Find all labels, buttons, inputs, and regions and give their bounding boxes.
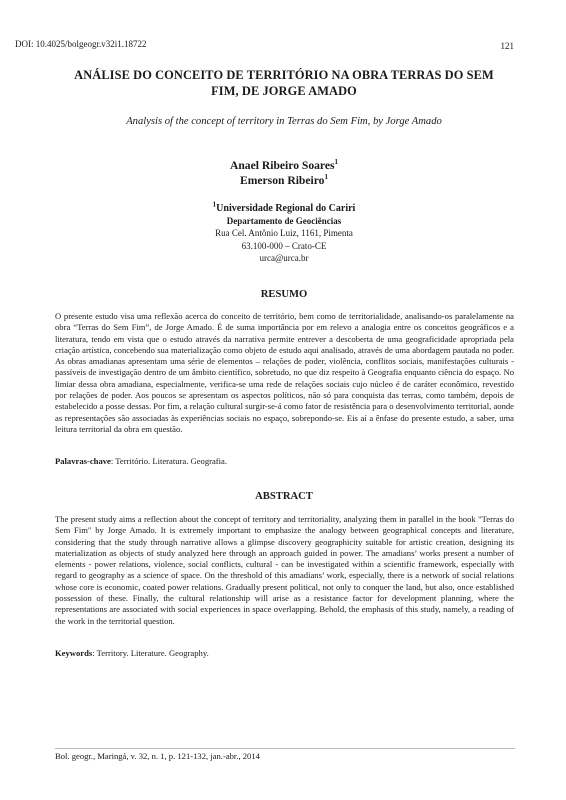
- palavras-chave: [55, 456, 227, 466]
- email: urca@urca.br: [259, 252, 309, 263]
- resumo-heading: RESUMO: [260, 289, 308, 300]
- title-line-1: ANÁLISE DO CONCEITO DE TERRITÓRIO NA OBRA TERRAS DO SEM: [74, 68, 494, 82]
- postal-code: 63.100-000 – Crato-CE: [241, 240, 327, 251]
- palavras-chave-label: Palavras-chave: [55, 456, 111, 466]
- abstract-heading: ABSTRACT: [255, 491, 313, 502]
- page-number: 121: [500, 41, 514, 51]
- keywords-values: : Territory. Literature. Geography.: [92, 648, 209, 658]
- institution-name: Universidade Regional do Cariri: [216, 203, 356, 214]
- abstract-body: The present study aims a reflection about the concept of territory and territoriality, analyzing them in parallel in the book "Terras do Sem Fim" by Jorge Amado. It is extremely important to emphasize the analogy between geographical concepts and literature, considering that the study through narrative allows a glimpse discovery geographicity suitable for artistic creation, designing its materialization as objects of study analyzed here through an approach guided in power. The amadians’ works present a number of elements - power relations, violence, social conflicts, cultural - can be investigated within a scientific framework, especially with regard to geography as a science of space. On the threshold of this amadians’ work, especially, there is a network of social relations whose core is economic, coated power relations. Gradually present political, not only to conquer the land, but also, once established possession of these. Finally, the cultural relationship will arise as a resistance factor for development planning, where the representations are associated with social experiences in space overlapping. Behold, the emphasis of this study, namely, a reading of the work in the territorial question.: [55, 514, 514, 626]
- resumo-body: O presente estudo visa uma reflexão acerca do conceito de território, bem como de territorialidade, analisando-os paralelamente na obra “Terras do Sem Fim”, de Jorge Amado. É de suma importância por em relevo a analogia entre os conceitos geográficos e a literatura, tendo em vista que o estudo através da narrativa permite entrever a descoberta de uma geograficidade apropriada pela criação artística, concebendo sua materialização como objeto de estudo aqui analisado, através de uma abordagem pautada no poder. As obras amadianas apresentam uma série de elementos – relações de poder, violência, conflitos sociais, manifestações culturais - passíveis de investigação dentro de um âmbito científico, sobretudo, no que diz respeito à Geografia enquanto ciência do espaço. No limiar dessa obra amadiana, especialmente, verifica-se uma rede de relações sociais cujo núcleo é de caráter econômico, revestido por relações de poder. Aos poucos se apresentam os aspectos políticos, não só para conquista das terras, como também, depois de estabelecido a posse dessas. Por fim, a relação cultural surgir-se-á como fator de resistência para o desenvolvimento territorial, aonde as representações são associadas às experiências sociais no espaço, sobrepondo-se. Eis aí a ênfase do presente estudo, a saber, uma leitura territorial da obra em questão.: [55, 311, 514, 434]
- department: Departamento de Geociências: [226, 216, 342, 227]
- footer-citation: Bol. geogr., Maringá, v. 32, n. 1, p. 121-132, jan.-abr., 2014: [55, 751, 260, 761]
- address: Rua Cel. Antônio Luiz, 1161, Pimenta: [215, 228, 353, 239]
- institution-sup: 1: [212, 200, 217, 209]
- doi-text: DOI: 10.4025/bolgeogr.v32i1.18722: [15, 39, 147, 49]
- paper-title: [55, 67, 513, 99]
- author-1-name: Anael Ribeiro Soares: [229, 159, 335, 172]
- keywords-label: Keywords: [55, 648, 93, 658]
- author-2: [55, 173, 513, 188]
- author-2-sup: 1: [324, 173, 328, 182]
- footer-divider: [55, 748, 515, 749]
- author-1-sup: 1: [334, 158, 339, 167]
- institution: [55, 200, 513, 215]
- paper-subtitle: Analysis of the concept of territory in Terras do Sem Fim, by Jorge Amado: [126, 116, 442, 127]
- keywords: [55, 648, 209, 658]
- affiliation-block: [55, 200, 513, 264]
- author-1: [55, 158, 513, 173]
- palavras-chave-values: : Território. Literatura. Geografia.: [110, 456, 228, 466]
- author-list: [55, 158, 513, 188]
- author-2-name: Emerson Ribeiro: [240, 174, 325, 187]
- title-line-2: FIM, DE JORGE AMADO: [211, 84, 357, 98]
